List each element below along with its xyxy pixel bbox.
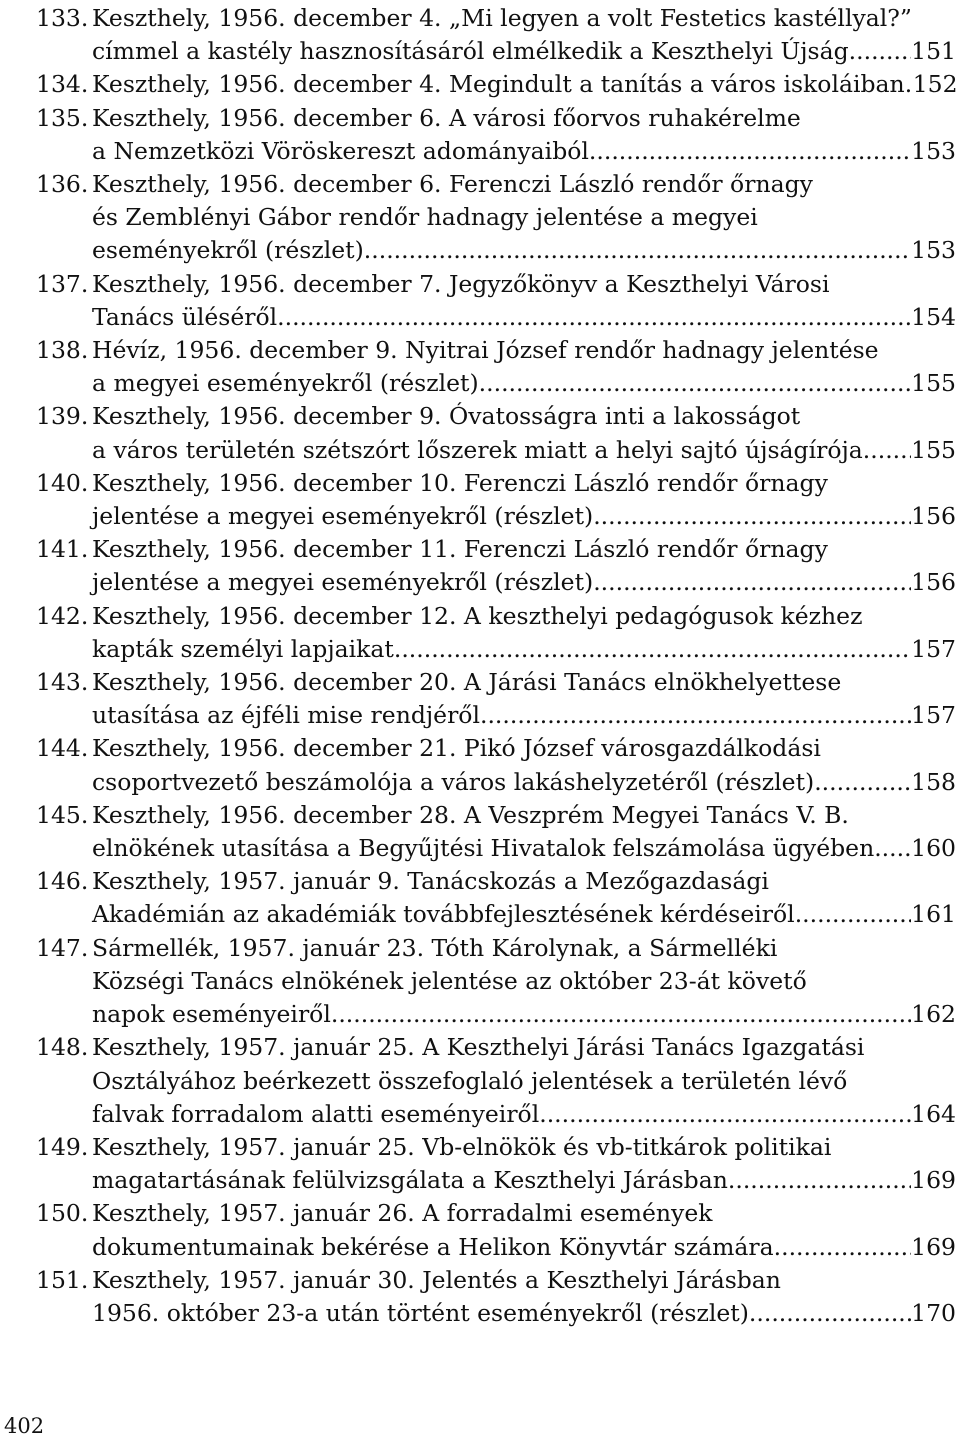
entry-title	[92, 865, 956, 931]
entry-number: 151.	[36, 1265, 89, 1294]
dot-leader	[749, 1297, 911, 1330]
entry-page-number: 157	[911, 701, 956, 730]
dot-leader	[394, 633, 911, 666]
toc-entry	[36, 600, 956, 666]
entry-page-number: 157	[911, 634, 956, 663]
entry-page-number: 155	[911, 435, 956, 464]
entry-page-number: 155	[911, 369, 956, 398]
entry-page-number: 153	[911, 136, 956, 165]
toc-entry	[36, 68, 956, 101]
entry-page-number: 156	[911, 568, 956, 597]
entry-number: 140.	[36, 468, 89, 497]
entry-title-last-line	[92, 301, 956, 334]
entry-page-number: 161	[911, 900, 956, 929]
entry-title	[92, 533, 956, 599]
dot-leader	[277, 301, 911, 334]
dot-leader	[364, 234, 911, 267]
entry-number: 146.	[36, 867, 89, 896]
entry-title-line: napok eseményeiről	[92, 1000, 331, 1029]
entry-title	[92, 400, 956, 466]
entry-title-line: Keszthely, 1957. január 25. Vb-elnökök és vb-titkárok politikai	[92, 1132, 832, 1161]
toc-entry	[36, 1031, 956, 1131]
toc-entry	[36, 334, 956, 400]
entry-title	[92, 1264, 956, 1330]
entry-title-line: Keszthely, 1956. december 6. Ferenczi László rendőr őrnagy	[92, 170, 813, 199]
dot-leader	[728, 1164, 911, 1197]
entry-title-line: Keszthely, 1956. december 6. A városi főorvos ruhakérelme	[92, 103, 801, 132]
entry-number: 137.	[36, 269, 89, 298]
dot-leader	[795, 898, 911, 931]
entry-title-last-line	[92, 434, 956, 467]
entry-title-line: Keszthely, 1957. január 25. A Keszthelyi Járási Tanács Igazgatási	[92, 1033, 865, 1062]
toc-entry	[36, 1197, 956, 1263]
dot-leader	[905, 68, 913, 101]
entry-page-number: 169	[911, 1166, 956, 1195]
entry-title-line: Keszthely, 1956. december 4. „Mi legyen a volt Festetics kastéllyal?”	[92, 4, 912, 32]
dot-leader	[479, 367, 911, 400]
entry-title-line: kapták személyi lapjaikat	[92, 634, 394, 663]
entry-title-line: a Nemzetközi Vöröskereszt adományaiból	[92, 136, 589, 165]
entry-title-line: 1956. október 23-a után történt eseményekről (részlet)	[92, 1298, 749, 1327]
entry-title-last-line	[92, 367, 956, 400]
dot-leader	[774, 1231, 912, 1264]
entry-title-line: Hévíz, 1956. december 9. Nyitrai József rendőr hadnagy jelentése	[92, 336, 879, 365]
dot-leader	[331, 998, 911, 1031]
entry-title	[92, 68, 956, 101]
entry-title-line: Keszthely, 1957. január 26. A forradalmi események	[92, 1199, 713, 1228]
entry-title-line: Keszthely, 1957. január 9. Tanácskozás a Mezőgazdasági	[92, 867, 769, 896]
entry-title-line: és Zemblényi Gábor rendőr hadnagy jelentése a megyei	[92, 203, 758, 232]
entry-title-last-line	[92, 1098, 956, 1131]
entry-page-number: 170	[911, 1298, 956, 1327]
entry-title	[92, 1031, 956, 1131]
entry-number: 147.	[36, 933, 89, 962]
entry-page-number: 154	[911, 302, 956, 331]
entry-page-number: 152	[912, 70, 958, 99]
toc-entry	[36, 268, 956, 334]
entry-title	[92, 467, 956, 533]
entry-page-number: 169	[911, 1232, 956, 1261]
entry-title-line: dokumentumainak bekérése a Helikon Könyvtár számára	[92, 1232, 774, 1261]
entry-title	[92, 168, 956, 268]
entry-page-number: 160	[911, 834, 956, 863]
entry-title	[92, 268, 956, 334]
entry-title-line: a város területén szétszórt lőszerek miatt a helyi sajtó újságírója	[92, 435, 863, 464]
entry-number: 139.	[36, 402, 89, 431]
toc-entry	[36, 2, 956, 68]
entry-title-last-line	[92, 1297, 956, 1330]
entry-page-number: 153	[911, 236, 956, 265]
dot-leader	[480, 699, 911, 732]
entry-title-line: Keszthely, 1956. december 20. A Járási Tanács elnökhelyettese	[92, 668, 842, 697]
entry-title	[92, 666, 956, 732]
entry-title-last-line	[92, 1231, 956, 1264]
entry-title-line: jelentése a megyei eseményekről (részlet)	[92, 502, 594, 531]
entry-page-number: 162	[911, 1000, 956, 1029]
entry-title-line: falvak forradalom alatti eseményeiről	[92, 1099, 540, 1128]
entry-number: 142.	[36, 601, 89, 630]
entry-title-last-line	[92, 234, 956, 267]
entry-title-last-line	[92, 998, 956, 1031]
entry-title-last-line	[92, 1164, 956, 1197]
entry-title-line: Sármellék, 1957. január 23. Tóth Károlynak, a Sármelléki	[92, 933, 778, 962]
entry-title-line: jelentése a megyei eseményekről (részlet)	[92, 568, 594, 597]
entry-title-last-line	[92, 699, 956, 732]
toc-entry	[36, 666, 956, 732]
entry-number: 148.	[36, 1033, 89, 1062]
toc-entry	[36, 533, 956, 599]
entry-title	[92, 1131, 956, 1197]
entry-number: 149.	[36, 1132, 89, 1161]
toc-entry	[36, 102, 956, 168]
entry-title	[92, 732, 956, 798]
entry-title-line: Keszthely, 1957. január 30. Jelentés a Keszthelyi Járásban	[92, 1265, 781, 1294]
entry-title-line: elnökének utasítása a Begyűjtési Hivatalok felszámolása ügyében	[92, 834, 875, 863]
entry-title-last-line	[92, 832, 956, 865]
dot-leader	[849, 35, 911, 68]
dot-leader	[874, 832, 911, 865]
entry-title-last-line	[92, 766, 956, 799]
table-of-contents	[36, 2, 956, 1330]
entry-title-line: Keszthely, 1956. december 21. Pikó József városgazdálkodási	[92, 734, 821, 763]
entry-number: 135.	[36, 103, 89, 132]
toc-entry	[36, 799, 956, 865]
toc-entry	[36, 400, 956, 466]
entry-title-line: csoportvezető beszámolója a város lakáshelyzetéről (részlet)	[92, 767, 815, 796]
entry-title-last-line	[92, 633, 956, 666]
toc-entry	[36, 932, 956, 1032]
entry-number: 138.	[36, 336, 89, 365]
entry-title	[92, 932, 956, 1032]
entry-title-line: Községi Tanács elnökének jelentése az október 23-át követő	[92, 966, 807, 995]
dot-leader	[863, 434, 911, 467]
entry-title-line: Keszthely, 1956. december 7. Jegyzőkönyv a Keszthelyi Városi	[92, 269, 830, 298]
entry-title-line: a megyei eseményekről (részlet)	[92, 369, 479, 398]
entry-title-line: Keszthely, 1956. december 9. Óvatosságra inti a lakosságot	[92, 402, 801, 431]
entry-title-line: magatartásának felülvizsgálata a Keszthelyi Járásban	[92, 1166, 728, 1195]
entry-title-line: utasítása az éjféli mise rendjéről	[92, 701, 480, 730]
entry-title-line: Akadémián az akadémiák továbbfejlesztésének kérdéseiről	[92, 900, 795, 929]
entry-title-last-line	[92, 500, 956, 533]
entry-number: 134.	[36, 70, 89, 99]
entry-page-number: 156	[911, 502, 956, 531]
entry-title	[92, 334, 956, 400]
entry-title	[92, 2, 956, 68]
entry-number: 144.	[36, 734, 89, 763]
entry-title-line: Keszthely, 1956. december 10. Ferenczi László rendőr őrnagy	[92, 468, 828, 497]
entry-number: 145.	[36, 800, 89, 829]
entry-title-last-line	[92, 566, 956, 599]
entry-title-last-line	[92, 68, 956, 101]
entry-page-number: 151	[911, 37, 956, 66]
dot-leader	[814, 766, 911, 799]
entry-title-line: Keszthely, 1956. december 11. Ferenczi László rendőr őrnagy	[92, 535, 828, 564]
entry-title	[92, 1197, 956, 1263]
page-number: 402	[4, 1414, 45, 1438]
toc-entry	[36, 1264, 956, 1330]
entry-title-line: címmel a kastély hasznosításáról elmélkedik a Keszthelyi Újság	[92, 37, 849, 66]
entry-title-line: Keszthely, 1956. december 12. A keszthelyi pedagógusok kézhez	[92, 601, 863, 630]
entry-number: 133.	[36, 4, 89, 32]
entry-title-line: Tanács üléséről	[92, 302, 278, 331]
dot-leader	[593, 566, 911, 599]
toc-entry	[36, 168, 956, 268]
toc-entry	[36, 732, 956, 798]
entry-title-last-line	[92, 898, 956, 931]
dot-leader	[593, 500, 911, 533]
entry-number: 143.	[36, 668, 89, 697]
entry-number: 141.	[36, 535, 89, 564]
entry-title	[92, 799, 956, 865]
entry-title-last-line	[92, 135, 956, 168]
toc-entry	[36, 865, 956, 931]
entry-page-number: 164	[911, 1099, 956, 1128]
entry-title-line: Keszthely, 1956. december 28. A Veszprém Megyei Tanács V. B.	[92, 800, 849, 829]
entry-title-line: Keszthely, 1956. december 4. Megindult a tanítás a város iskoláiban	[92, 70, 905, 99]
entry-title	[92, 102, 956, 168]
toc-entry	[36, 467, 956, 533]
entry-title-line: eseményekről (részlet)	[92, 236, 364, 265]
dot-leader	[539, 1098, 911, 1131]
entry-title-last-line	[92, 35, 956, 68]
entry-page-number: 158	[911, 767, 956, 796]
entry-title-line: Osztályához beérkezett összefoglaló jelentések a területén lévő	[92, 1066, 848, 1095]
entry-title	[92, 600, 956, 666]
dot-leader	[589, 135, 911, 168]
entry-number: 136.	[36, 170, 89, 199]
toc-entry	[36, 1131, 956, 1197]
entry-number: 150.	[36, 1199, 89, 1228]
